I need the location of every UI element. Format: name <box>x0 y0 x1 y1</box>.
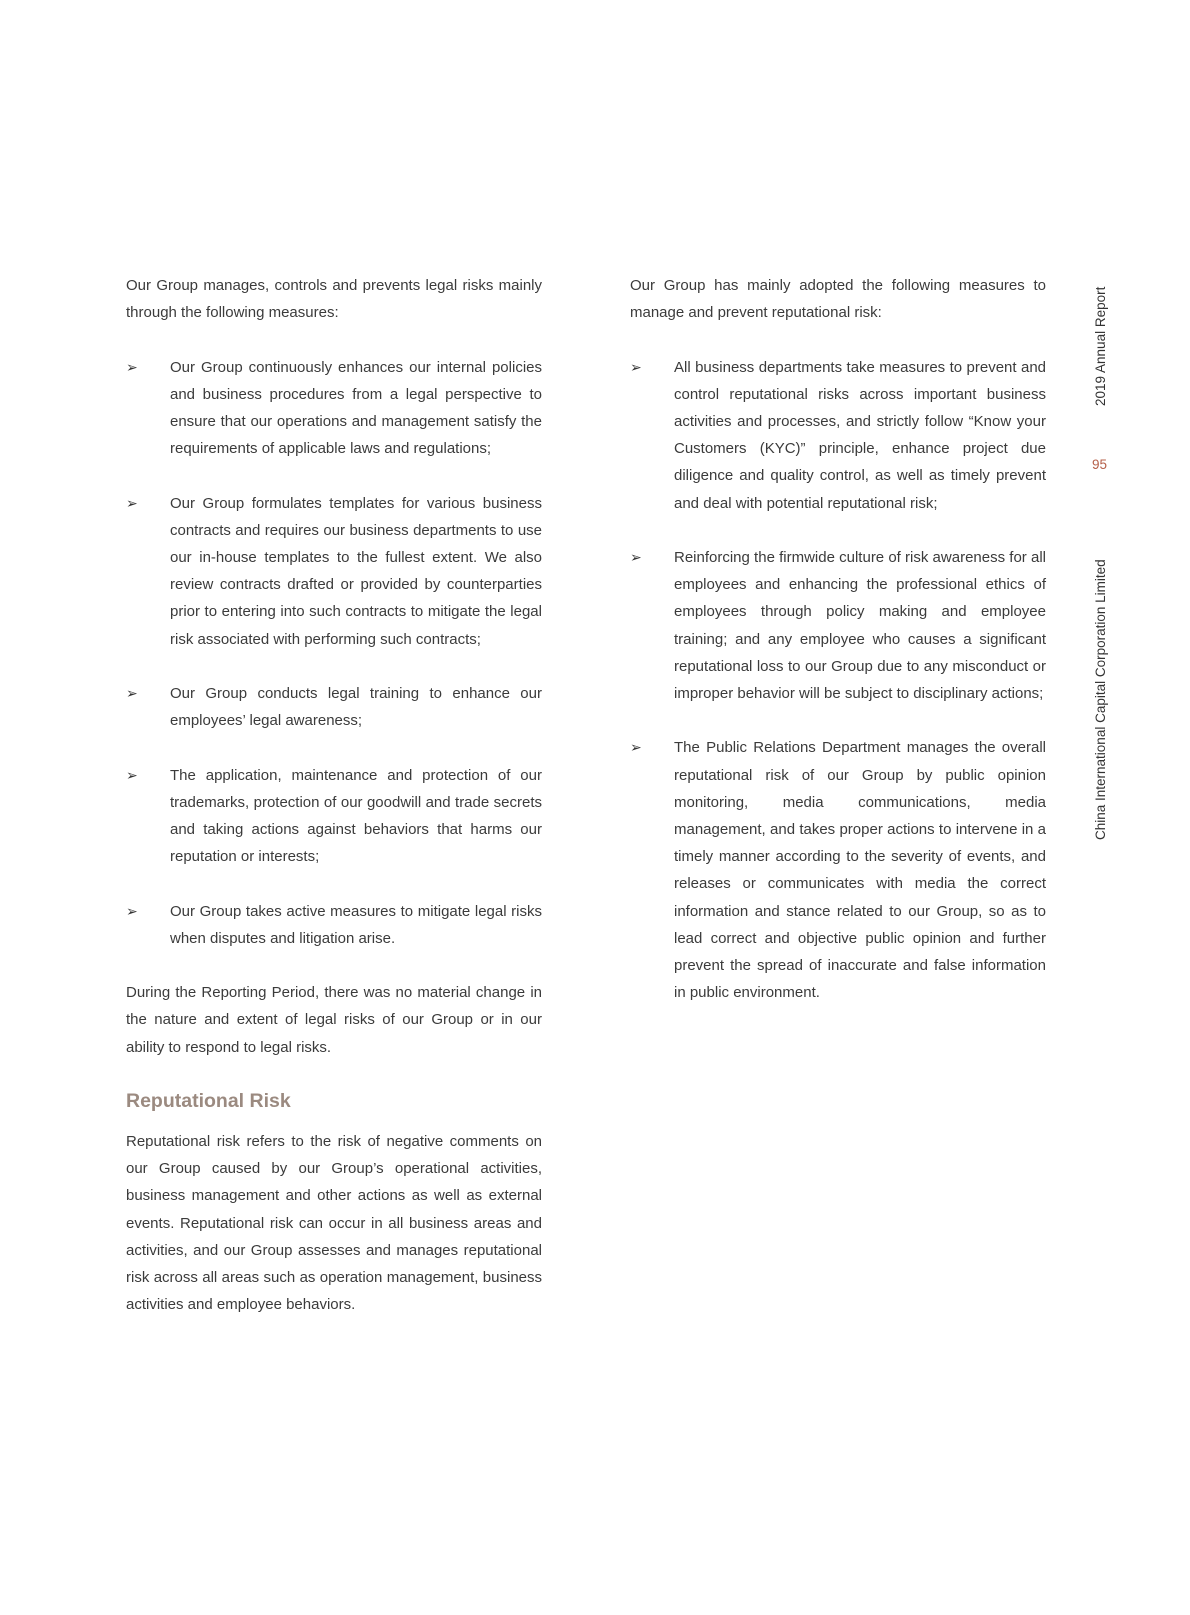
list-item-text: The application, maintenance and protection of our trademarks, protection of our goodwill and trade secrets and taking actions against behaviors that harms our reputation or interests; <box>170 766 542 866</box>
report-title: 2019 Annual Report <box>1093 286 1108 406</box>
list-item <box>630 354 1046 517</box>
arrow-bullet-icon: ➢ <box>126 902 138 919</box>
page-number: 95 <box>1092 457 1108 472</box>
arrow-bullet-icon: ➢ <box>630 358 642 375</box>
list-item-text: The Public Relations Department manages the overall reputational risk of our Group by public opinion monitoring, media communications, media management, and takes proper actions to intervene in a timely manner according to the severity of events, and releases or communicates with media the correct information and stance related to our Group, so as to lead correct and objective public opinion and further prevent the spread of inaccurate and false information in public environment. <box>674 739 1046 1002</box>
list-item <box>126 898 542 952</box>
arrow-bullet-icon: ➢ <box>126 685 138 701</box>
right-column <box>630 272 1046 1034</box>
list-item <box>630 544 1046 707</box>
left-column <box>126 272 542 1346</box>
list-item <box>126 762 542 871</box>
list-item <box>126 354 542 463</box>
arrow-bullet-icon: ➢ <box>126 766 138 783</box>
arrow-bullet-icon: ➢ <box>630 549 642 565</box>
reputational-intro: Our Group has mainly adopted the following measures to manage and prevent reputational risk: <box>630 277 1046 322</box>
list-item-text: All business departments take measures to prevent and control reputational risks across important business activities and processes, and strictly follow “Know your Customers (KYC)” principle, enhance project due diligence and quality control, as well as timely prevent and deal with potential reputational risk; <box>674 358 1046 512</box>
list-item-text: Our Group conducts legal training to enhance our employees’ legal awareness; <box>170 685 542 730</box>
legal-closing: During the Reporting Period, there was no material change in the nature and extent of legal risks of our Group or in our ability to respond to legal risks. <box>126 984 542 1056</box>
arrow-bullet-icon: ➢ <box>630 739 642 756</box>
arrow-bullet-icon: ➢ <box>126 358 138 375</box>
list-item <box>126 680 542 734</box>
list-item-text: Our Group formulates templates for various business contracts and requires our business departments to use our in-house templates to the fullest extent. We also review contracts drafted or provided by counterparties prior to entering into such contracts to mitigate the legal risk associated with performing such contracts; <box>170 494 542 648</box>
reputational-definition: Reputational risk refers to the risk of negative comments on our Group caused by our Group’s operational activities, business management and other actions as well as external events. Reputational risk can occur in all business areas and activities, and our Group assesses and manages reputational risk across all areas such as operation management, business activities and employee behaviors. <box>126 1132 542 1314</box>
legal-intro: Our Group manages, controls and prevents legal risks mainly through the following measures: <box>126 277 542 322</box>
list-item <box>126 490 542 653</box>
list-item-text: Reinforcing the firmwide culture of risk awareness for all employees and enhancing the professional ethics of employees through policy making and employee training; and any employee who causes a significant reputational loss to our Group due to any misconduct or improper behavior will be subject to disciplinary actions; <box>674 549 1046 703</box>
company-name: China International Capital Corporation Limited <box>1093 559 1108 840</box>
arrow-bullet-icon: ➢ <box>126 494 138 511</box>
section-heading: Reputational Risk <box>126 1089 291 1112</box>
list-item-text: Our Group takes active measures to mitigate legal risks when disputes and litigation arise. <box>170 902 542 947</box>
list-item-text: Our Group continuously enhances our internal policies and business procedures from a legal perspective to ensure that our operations and management satisfy the requirements of applicable laws and regulations; <box>170 358 542 458</box>
list-item <box>630 734 1046 1006</box>
